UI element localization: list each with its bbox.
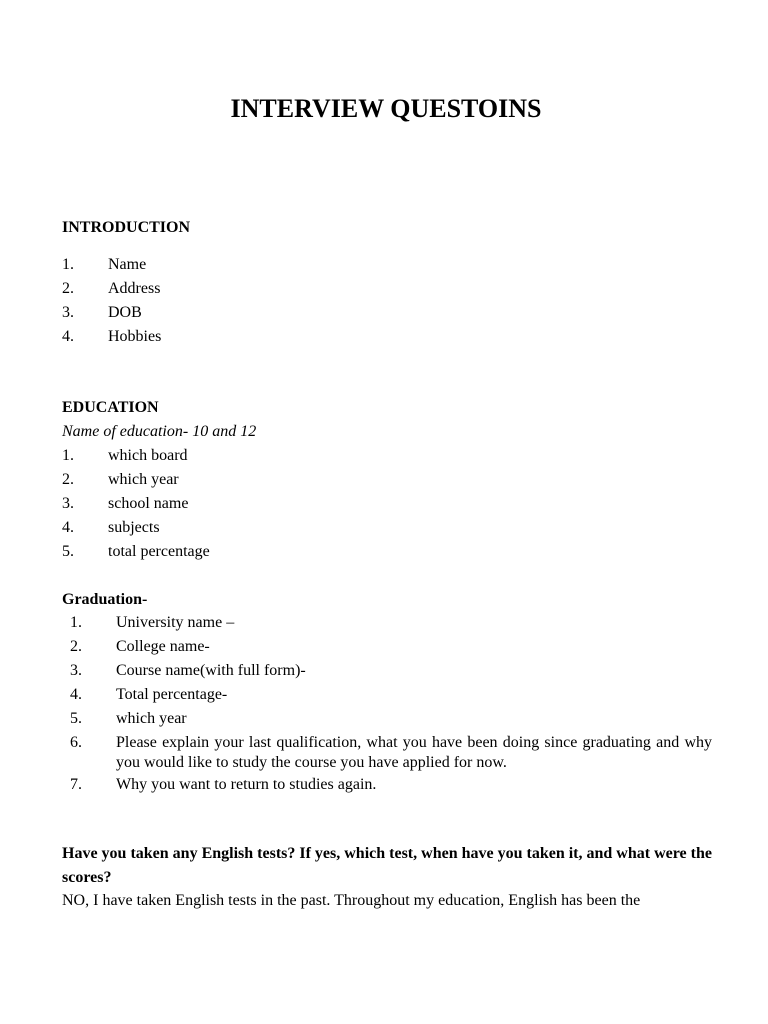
- list-item: [62, 635, 712, 659]
- education-heading: EDUCATION: [62, 399, 159, 416]
- list-item-number: 3.: [62, 495, 74, 512]
- introduction-heading: INTRODUCTION: [62, 219, 191, 236]
- list-item-text: Why you want to return to studies again.: [116, 776, 377, 793]
- list-item-text: Total percentage-: [116, 686, 228, 703]
- list-item-number: 4.: [62, 328, 74, 345]
- list-item-text: Course name(with full form)-: [116, 662, 306, 679]
- list-item-text: University name –: [116, 614, 235, 631]
- document-title: INTERVIEW QUESTOINS: [230, 94, 542, 123]
- list-item-text: Please explain your last qualification, what you have been doing since graduating and why you would like to study the course you have applied for now.: [116, 734, 712, 771]
- list-item-number: 2.: [62, 471, 74, 488]
- list-item-text: Address: [108, 280, 161, 297]
- list-item-number: 4.: [62, 519, 74, 536]
- list-item-text: school name: [108, 495, 189, 512]
- graduation-list: [62, 611, 712, 797]
- english-test-answer: NO, I have taken English tests in the past. Throughout my education, English has been the: [62, 892, 641, 909]
- list-item-text: which year: [116, 710, 187, 727]
- list-item-number: 1.: [62, 256, 74, 273]
- list-item-number: 5.: [70, 710, 82, 727]
- list-item-number: 4.: [70, 686, 82, 703]
- list-item-text: subjects: [108, 519, 160, 536]
- list-item-text: Name: [108, 256, 147, 273]
- list-item: [62, 731, 712, 773]
- list-item-number: 3.: [62, 304, 74, 321]
- list-item-number: 2.: [70, 638, 82, 655]
- list-item-number: 3.: [70, 662, 82, 679]
- list-item-number: 1.: [70, 614, 82, 631]
- english-test-question: Have you taken any English tests? If yes, which test, when have you taken it, and what were the scores?: [62, 845, 712, 886]
- list-item-number: 5.: [62, 543, 74, 560]
- list-item: [62, 659, 712, 683]
- list-item-number: 1.: [62, 447, 74, 464]
- education-subheading: Name of education- 10 and 12: [62, 423, 257, 440]
- list-item-text: total percentage: [108, 543, 210, 560]
- list-item-number: 2.: [62, 280, 74, 297]
- list-item-text: Hobbies: [108, 328, 162, 345]
- list-item-number: 6.: [70, 734, 82, 751]
- list-item-text: which board: [108, 447, 188, 464]
- graduation-heading: Graduation-: [62, 591, 148, 608]
- list-item-text: DOB: [108, 304, 142, 321]
- list-item: [62, 707, 712, 731]
- list-item-number: 7.: [70, 776, 82, 793]
- list-item: [62, 611, 712, 635]
- list-item: [62, 773, 712, 797]
- list-item-text: College name-: [116, 638, 210, 655]
- list-item-text: which year: [108, 471, 179, 488]
- list-item: [62, 683, 712, 707]
